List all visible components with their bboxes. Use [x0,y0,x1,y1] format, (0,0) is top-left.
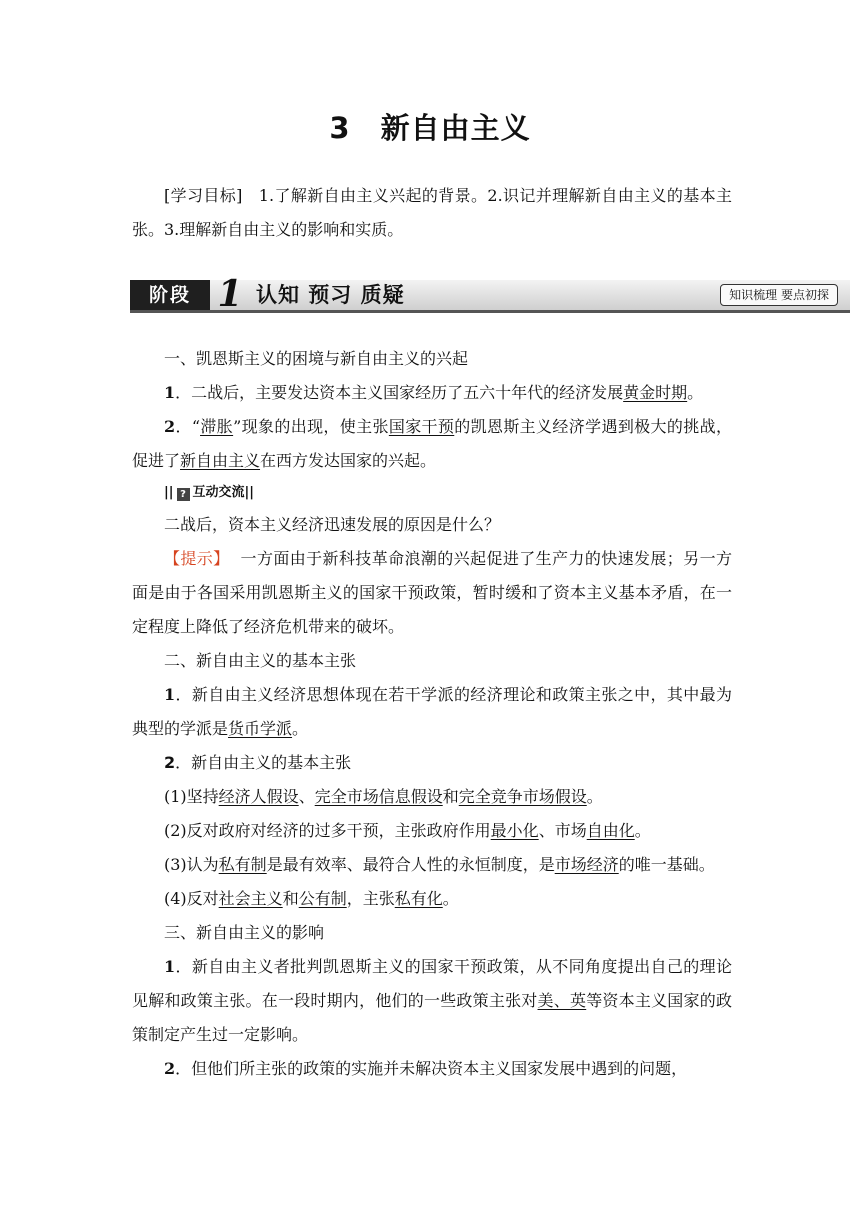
stage-number: 1 [217,273,243,315]
question-icon: ? [177,488,190,501]
key-term: 私有制 [218,855,267,874]
lesson-title: 新自由主义 [380,111,531,145]
key-term: 经济人假设 [218,787,299,806]
paragraph: 1．新自由主义经济思想体现在若干学派的经济理论和政策主张之中，其中最为典型的学派是货币学派。 [132,685,732,738]
key-term: 社会主义 [218,889,283,908]
list-item: (1)坚持经济人假设、完全市场信息假设和完全竞争市场假设。 [164,787,603,806]
key-term: 货币学派 [228,719,293,738]
section-heading-3: 三、新自由主义的影响 [164,923,325,942]
key-term: 私有化 [394,889,443,908]
key-term: 新自由主义 [180,451,261,470]
learning-goals [132,179,732,247]
key-term: 完全市场信息假设 [314,787,443,806]
key-term: 完全竞争市场假设 [458,787,587,806]
key-term: 公有制 [298,889,347,908]
key-term: 滞胀 [200,417,234,436]
section-heading-1: 一、凯恩斯主义的困境与新自由主义的兴起 [164,349,469,368]
key-term: 市场经济 [554,855,619,874]
interact-question: 二战后，资本主义经济迅速发展的原因是什么？ [164,515,501,534]
paragraph: 2．“滞胀”现象的出现，使主张国家干预的凯恩斯主义经济学遇到极大的挑战，促进了新自由主义在西方发达国家的兴起。 [132,417,732,470]
key-term: 国家干预 [388,417,455,436]
paragraph: 1．二战后，主要发达资本主义国家经历了五六十年代的经济发展黄金时期。 [164,383,704,402]
page-title [0,106,860,147]
list-item: (2)反对政府对经济的过多干预，主张政府作用最小化、市场自由化。 [164,821,651,840]
goals-text: 1.了解新自由主义兴起的背景。2.识记并理解新自由主义的基本主张。3.理解新自由主义的影响和实质。 [132,186,732,239]
goals-label: [学习目标] [164,186,243,205]
key-term: 自由化 [586,821,635,840]
paragraph: 2．新自由主义的基本主张 [164,753,352,772]
section-heading-2: 二、新自由主义的基本主张 [164,651,357,670]
stage-banner [130,273,850,315]
paragraph: 2．但他们所主张的政策的实施并未解决资本主义国家发展中遇到的问题， [164,1059,688,1078]
key-term: 黄金时期 [623,383,688,402]
stage-label: 阶段 [130,280,210,310]
interact-tip: 【提示】 一方面由于新科技革命浪潮的兴起促进了生产力的快速发展；另一方面是由于各国采用凯恩斯主义的国家干预政策，暂时缓和了资本主义基本矛盾，在一定程度上降低了经济危机带来的破坏。 [132,549,732,636]
main-content [132,342,732,1086]
lesson-number: 3 [329,111,351,145]
interact-tag: || ? 互动交流|| [164,485,255,500]
list-item: (3)认为私有制是最有效率、最符合人性的永恒制度，是市场经济的唯一基础。 [164,855,715,874]
paragraph: 1．新自由主义者批判凯恩斯主义的国家干预政策，从不同角度提出自己的理论见解和政策主张。在一段时期内，他们的一些政策主张对美、英等资本主义国家的政策制定产生过一定影响。 [132,957,732,1044]
stage-title: 认知 预习 质疑 [256,283,405,307]
key-term: 美、英 [537,991,587,1010]
tip-label: 【提示】 [164,549,230,568]
list-item: (4)反对社会主义和公有制，主张私有化。 [164,889,459,908]
key-term: 最小化 [490,821,539,840]
stage-badge: 知识梳理 要点初探 [720,284,838,306]
